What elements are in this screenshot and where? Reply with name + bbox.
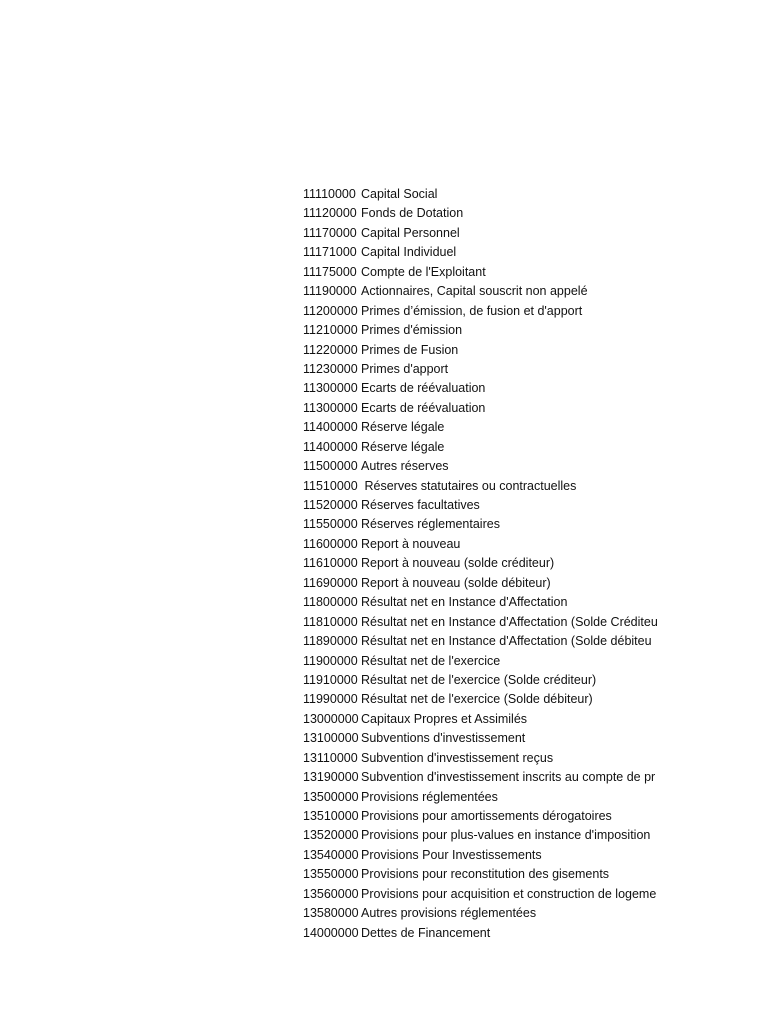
account-row [303,710,658,729]
account-code: 11910000 [303,672,358,687]
account-code: 11810000 [303,614,358,629]
account-label: Résultat net en Instance d'Affectation (Solde débiteu [361,634,652,649]
account-label: Capitaux Propres et Assimilés [361,711,528,726]
account-code: 13500000 [303,789,359,804]
account-row [303,788,658,807]
account-label: Capital Individuel [361,245,457,260]
account-label: Autres réserves [361,459,449,474]
account-label: Fonds de Dotation [361,206,464,221]
account-code: 11210000 [303,323,358,338]
account-code: 13190000 [303,770,359,785]
account-label: Subvention d'investissement inscrits au compte de pr [361,770,656,785]
account-row [303,554,658,573]
account-label: Actionnaires, Capital souscrit non appelé [361,284,588,299]
account-label: Provisions Pour Investissements [361,847,542,862]
account-row [303,885,658,904]
account-list [303,185,658,943]
account-code: 13000000 [303,711,359,726]
account-code: 13110000 [303,750,358,765]
account-label: Ecarts de réévaluation [361,381,486,396]
account-label: Primes de Fusion [361,342,459,357]
account-row [303,749,658,768]
account-row [303,302,658,321]
account-code: 11690000 [303,575,358,590]
account-label: Primes d’émission, de fusion et d'apport [361,303,583,318]
account-code: 13540000 [303,847,359,862]
account-label: Provisions réglementées [361,789,498,804]
account-code: 13100000 [303,731,359,746]
account-row [303,321,658,340]
account-label: Report à nouveau (solde débiteur) [361,575,551,590]
account-code: 11550000 [303,517,358,532]
account-label: Primes d'émission [361,323,463,338]
account-label: Autres provisions réglementées [361,906,537,921]
account-label: Résultat net de l'exercice (Solde débiteur) [361,692,593,707]
account-label: Capital Personnel [361,225,460,240]
account-label: Compte de l'Exploitant [361,264,486,279]
account-row [303,671,658,690]
account-code: 13580000 [303,906,359,921]
account-code: 11171000 [303,245,357,260]
account-code: 13520000 [303,828,359,843]
account-row [303,904,658,923]
account-row [303,224,658,243]
account-code: 11300000 [303,400,358,415]
account-label: Provisions pour amortissements dérogatoires [361,809,612,823]
account-row [303,418,658,437]
account-row [303,729,658,748]
account-code: 13550000 [303,867,359,882]
account-row [303,826,658,845]
account-label: Résultat net de l'exercice [361,653,501,668]
account-label: Réserve légale [361,420,445,435]
account-label: Capital Social [361,187,438,201]
account-row [303,243,658,262]
account-code: 11610000 [303,556,358,571]
account-label: Dettes de Financement [361,925,491,940]
account-row [303,593,658,612]
account-code: 11170000 [303,225,357,240]
account-code: 11800000 [303,595,358,610]
account-code: 11110000 [303,187,356,201]
account-label: Réserves statutaires ou contractuelles [361,478,577,493]
account-row [303,613,658,632]
account-row [303,768,658,787]
account-label: Provisions pour reconstitution des gisements [361,867,610,882]
account-row [303,263,658,282]
account-row [303,865,658,884]
account-code: 11230000 [303,361,358,376]
account-row [303,632,658,651]
account-code: 11120000 [303,206,357,221]
account-code: 11520000 [303,498,358,512]
account-row [303,652,658,671]
account-code: 11190000 [303,284,357,299]
account-label: Subvention d'investissement reçus [361,750,554,765]
account-row [303,379,658,398]
account-label: Réserves facultatives [361,498,480,512]
account-label: Provisions pour acquisition et construction de logeme [361,886,657,901]
account-label: Subventions d'investissement [361,731,526,746]
account-row [303,924,658,943]
account-label: Résultat net en Instance d'Affectation (Solde Créditeu [361,614,658,629]
account-row [303,341,658,360]
account-row [303,807,658,826]
account-row [303,282,658,301]
account-label: Résultat net en Instance d'Affectation [361,595,568,610]
account-row [303,360,658,379]
account-code: 11300000 [303,381,358,396]
account-code: 11400000 [303,420,358,435]
account-label: Ecarts de réévaluation [361,400,486,415]
account-code: 13560000 [303,886,359,901]
account-label: Provisions pour plus-values en instance d'imposition [361,828,651,843]
account-row [303,185,658,204]
account-code: 13510000 [303,809,359,823]
account-row [303,477,658,496]
account-code: 11500000 [303,459,358,474]
account-row [303,438,658,457]
account-code: 11890000 [303,634,358,649]
account-code: 11990000 [303,692,358,707]
account-row [303,457,658,476]
account-row [303,204,658,223]
account-label: Réserve légale [361,439,445,454]
account-code: 11600000 [303,536,358,551]
account-code: 11200000 [303,303,358,318]
account-code: 11220000 [303,342,358,357]
account-code: 11175000 [303,264,357,279]
account-label: Report à nouveau [361,536,461,551]
account-row [303,496,658,515]
account-row [303,846,658,865]
account-row [303,690,658,709]
account-label: Report à nouveau (solde créditeur) [361,556,555,571]
account-code: 11400000 [303,439,358,454]
account-label: Résultat net de l'exercice (Solde créditeur) [361,672,597,687]
account-row [303,515,658,534]
account-label: Primes d'apport [361,361,449,376]
account-row [303,535,658,554]
account-code: 11510000 [303,478,358,493]
account-row [303,399,658,418]
account-code: 11900000 [303,653,358,668]
account-row [303,574,658,593]
account-code: 14000000 [303,925,359,940]
account-label: Réserves réglementaires [361,517,500,532]
